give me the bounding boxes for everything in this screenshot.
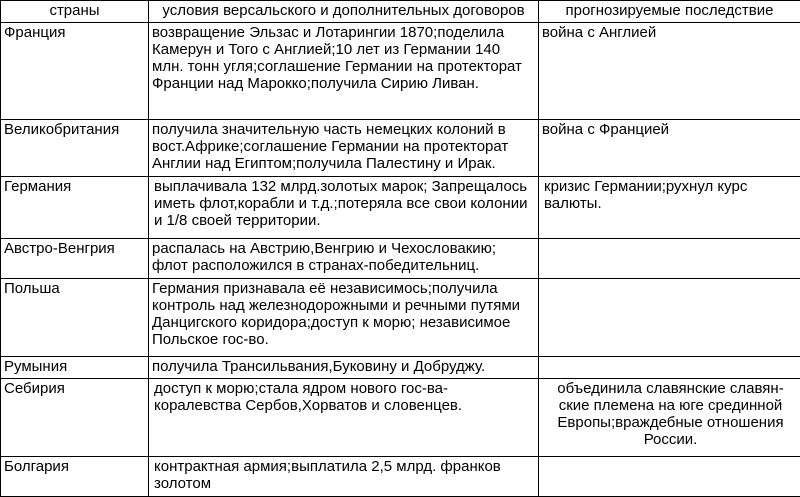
country-cell: Германия — [1, 177, 149, 239]
terms-cell: Германия признавала её независимось;получила контроль над железнодорожными и речными путями Данцигского коридора;доступ к морю; независимое Польское гос-во. — [149, 279, 539, 357]
consequences-cell — [539, 279, 800, 357]
consequences-cell — [539, 357, 800, 379]
country-cell: Себирия — [1, 379, 149, 457]
header-terms: условия версальского и дополнительных договоров — [149, 1, 539, 23]
country-cell: Польша — [1, 279, 149, 357]
terms-cell: распалась на Австрию,Венгрию и Чехословакию; флот расположился в странах-победительниц. — [149, 239, 539, 279]
terms-cell: контрактная армия;выплатила 2,5 млрд. франков золотом — [149, 457, 539, 497]
table-row — [1, 379, 800, 457]
table-row — [1, 239, 800, 279]
consequences-cell — [539, 239, 800, 279]
table-row — [1, 279, 800, 357]
header-consequences: прогнозируемые последствие — [539, 1, 800, 23]
country-cell: Австро-Венгрия — [1, 239, 149, 279]
terms-cell: получила значительную часть немецких колоний в вост.Африке;соглашение Германии на протекторат Англии над Египтом;получила Палестину и Ирак. — [149, 120, 539, 177]
table-row — [1, 120, 800, 177]
terms-cell: возвращение Эльзас и Лотарингии 1870;поделила Камерун и Того с Англией;10 лет из Германии 140 млн. тонн угля;соглашение Германии на протекторат Франции над Марокко;получила Сирию Ливан. — [149, 23, 539, 120]
country-cell: Франция — [1, 23, 149, 120]
table-row — [1, 357, 800, 379]
table-row — [1, 457, 800, 497]
header-row — [1, 1, 800, 23]
table-row — [1, 23, 800, 120]
terms-cell: доступ к морю;стала ядром нового гос-ва-коралевства Сербов,Хорватов и словенцев. — [149, 379, 539, 457]
terms-cell: получила Трансильвания,Буковину и Добруджу. — [149, 357, 539, 379]
table-row — [1, 177, 800, 239]
country-cell: Румыния — [1, 357, 149, 379]
consequences-cell: война с Англией — [539, 23, 800, 120]
consequences-cell: война с Францией — [539, 120, 800, 177]
country-cell: Болгария — [1, 457, 149, 497]
consequences-cell: объединила славянские славян-ские племена на юге срединной Европы;враждебные отношения России. — [539, 379, 800, 457]
header-country: страны — [1, 1, 149, 23]
terms-cell: выплачивала 132 млрд.золотых марок; Запрещалось иметь флот,корабли и т.д.;потеряла все свои колонии и 1/8 своей территории. — [149, 177, 539, 239]
consequences-cell — [539, 457, 800, 497]
country-cell: Великобритания — [1, 120, 149, 177]
consequences-cell: кризис Германии;рухнул курс валюты. — [539, 177, 800, 239]
